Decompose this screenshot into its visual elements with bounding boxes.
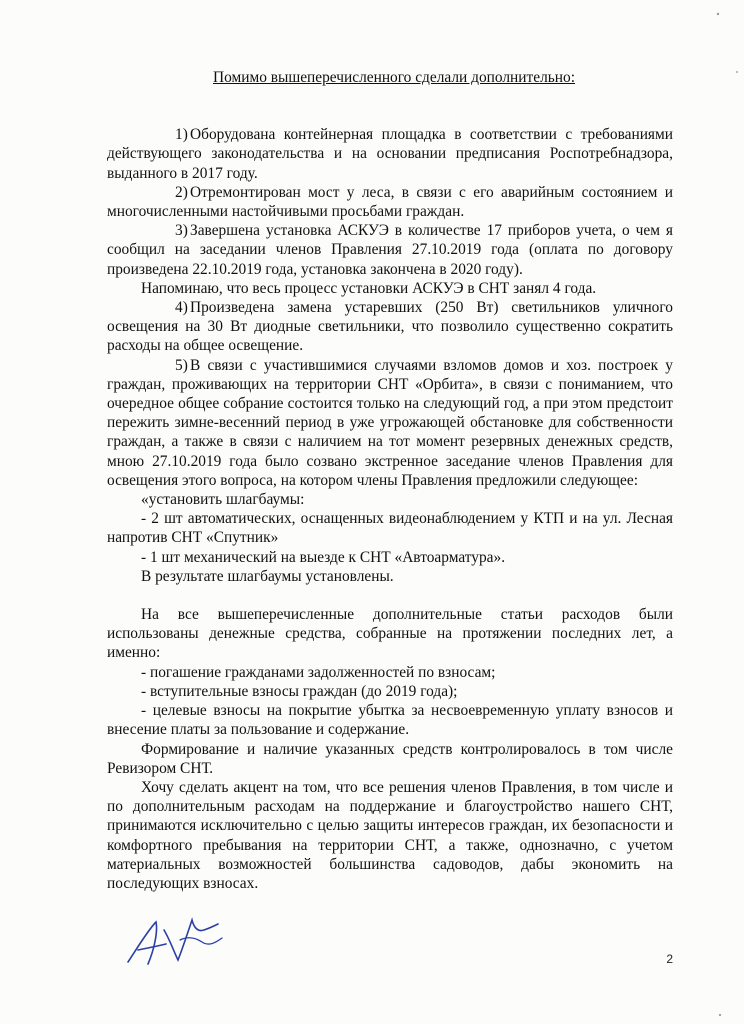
funds-intro: На все вышеперечисленные дополнительные статьи расходов были использованы денежные средства, собранные на протяжении последних лет, а именно: (107, 606, 673, 662)
item-text: Произведена замена устаревших (250 Вт) светильников уличного освещения на 30 Вт диодные светильники, что позволило существенно сократить расходы на общее освещение. (107, 299, 673, 355)
control-paragraph: Формирование и наличие указанных средств контролировалось в том числе Ревизором СНТ. (107, 740, 673, 777)
item-text: Оборудована контейнерная площадка в соответствии с требованиями действующего законодательства и на основании предписания Роспотребнадзора, выданного в 2017 году. (107, 126, 673, 182)
list-item-3 (107, 221, 673, 279)
item-number: 3) (175, 222, 188, 240)
document-body (107, 68, 673, 893)
item-number: 4) (175, 299, 188, 317)
barrier-intro: «установить шлагбаумы: (141, 491, 305, 509)
closing-paragraph: Хочу сделать акцент на том, что все решения членов Правления, в том числе и по дополнительным расходам на поддержание и благоустройство нашего СНТ, принимаются исключительно с целью защиты интересов граждан, их безопасности и комфортного пребывания на территории СНТ, а также, однозначно, с учетом материальных возможностей большинства садоводов, дабы экономить на последующих взносах. (107, 778, 673, 892)
item-text: Отремонтирован мост у леса, в связи с его аварийным состоянием и многочисленными настойчивыми просьбами граждан. (107, 183, 673, 221)
section-heading: Помимо вышеперечисленного сделали дополнительно: (212, 69, 575, 86)
fund-item-2: - вступительные взносы граждан (до 2019 года); (141, 682, 458, 700)
list-item-4 (107, 298, 673, 356)
handwritten-signature (118, 910, 228, 972)
barrier-item-2: - 1 шт механический на выезде к СНТ «Автоарматура». (141, 548, 506, 566)
list-item-1 (107, 125, 673, 183)
paragraph-gap (107, 586, 673, 605)
barrier-result: В результате шлагбаумы установлены. (141, 567, 394, 585)
fund-item-3: - целевые взносы на покрытие убытка за несвоевременную уплату взносов и внесение платы за пользование и содержание. (107, 702, 673, 739)
item-text: В связи с участившимися случаями взломов домов и хоз. построек у граждан, проживающих на территории СНТ «Орбита», в связи с пониманием, что очередное общее собрание состоится только на следующий год, а при этом предстоит пережить зимне-весенний период в уже угрожающей обстановке для собственности граждан, а также в связи с наличием на тот момент резервных денежных средств, мною 27.10.2019 года было созвано экстренное заседание членов Правления для освещения этого вопроса, на котором члены Правления предложили следующее: (107, 356, 673, 489)
askue-note: Напоминаю, что весь процесс установки АСКУЭ в СНТ занял 4 года. (141, 279, 597, 297)
item-number: 2) (175, 183, 188, 201)
list-item-2 (107, 183, 673, 221)
item-text: Завершена установка АСКУЭ в количестве 17 приборов учета, о чем я сообщил на заседании членов Правления 27.10.2019 года (оплата по договору произведена 22.10.2019 года, установка закончена в 2020 году). (107, 222, 673, 278)
barrier-item-1: - 2 шт автоматических, оснащенных видеонаблюдением у КТП и на ул. Лесная напротив СНТ «Спутник» (107, 510, 673, 547)
fund-item-1: - погашение гражданами задолженностей по взносам; (141, 663, 496, 681)
item-number: 5) (175, 356, 188, 374)
list-item-5 (107, 356, 673, 490)
page-number: 2 (666, 952, 673, 966)
item-number: 1) (175, 126, 188, 144)
